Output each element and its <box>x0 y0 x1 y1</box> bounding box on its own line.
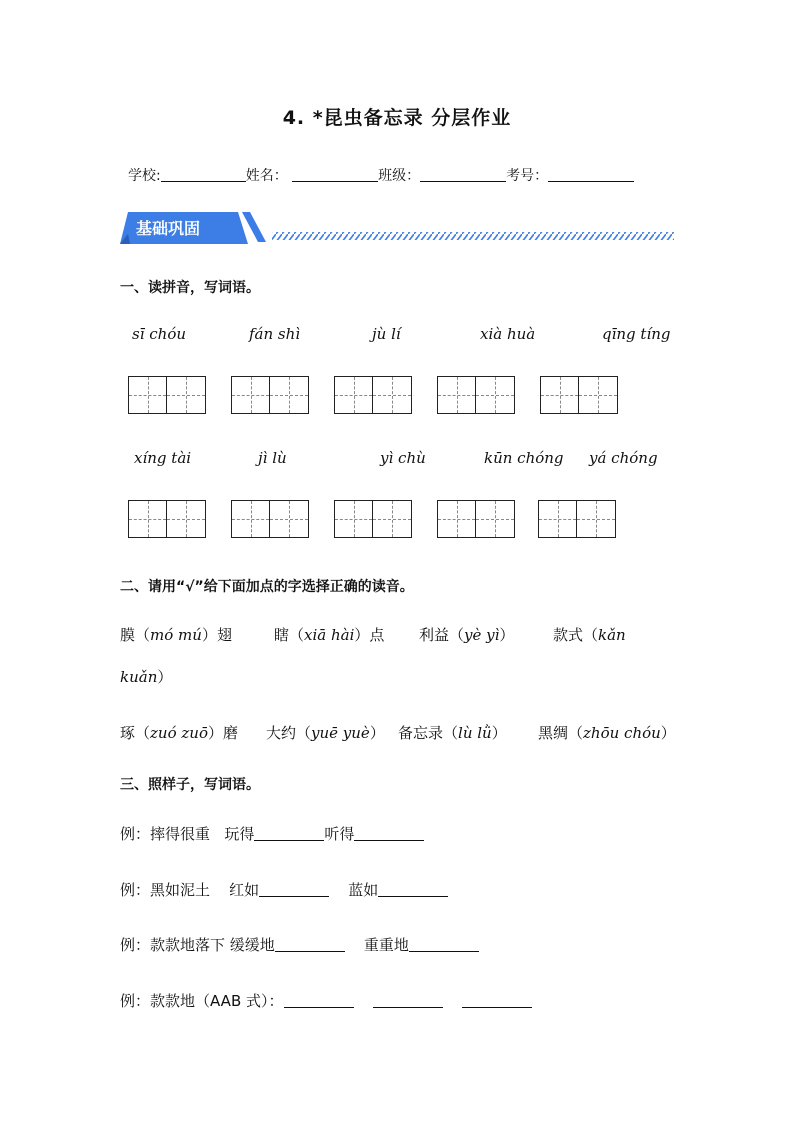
reading-item: 款式（kǎn <box>553 626 626 644</box>
answer-blank[interactable] <box>462 993 532 1008</box>
exam-no-label: 考号： <box>506 168 549 184</box>
writing-box[interactable] <box>540 376 618 414</box>
writing-box[interactable] <box>231 376 309 414</box>
answer-blank[interactable] <box>373 993 443 1008</box>
pinyin: yá chóng <box>589 449 658 467</box>
info-line <box>128 165 634 185</box>
exam-no-field[interactable] <box>548 167 634 182</box>
name-label: 姓名： <box>245 168 288 184</box>
reading-item-continued: kuǎn） <box>120 668 173 686</box>
answer-blank[interactable] <box>275 937 345 952</box>
example-row: 例：摔得很重 玩得 听得 <box>120 823 424 844</box>
reading-item: 瞎（xiā hài）点 <box>274 626 385 644</box>
writing-box[interactable] <box>334 376 412 414</box>
pinyin: xià huà <box>480 325 536 343</box>
example-row: 例：款款地落下 缓缓地 重重地 <box>120 934 479 955</box>
writing-box[interactable] <box>538 500 616 538</box>
pinyin: fán shì <box>249 325 301 343</box>
section-banner <box>120 210 680 246</box>
pinyin: kūn chóng <box>484 449 564 467</box>
answer-blank[interactable] <box>354 826 424 841</box>
writing-box[interactable] <box>128 376 206 414</box>
section2-heading: 二、请用“√”给下面加点的字选择正确的读音。 <box>120 579 414 595</box>
reading-item: 备忘录（lù lǜ） <box>398 724 507 742</box>
section3-heading: 三、照样子，写词语。 <box>120 777 260 793</box>
pinyin: sī chóu <box>132 325 187 343</box>
example-row: 例：黑如泥土 红如 蓝如 <box>120 879 448 900</box>
pinyin: jì lù <box>258 449 287 467</box>
answer-blank[interactable] <box>284 993 354 1008</box>
school-label: 学校: <box>128 168 161 184</box>
answer-blank[interactable] <box>259 882 329 897</box>
reading-item: 琢（zuó zuō）磨 <box>120 724 238 742</box>
section1-heading: 一、读拼音，写词语。 <box>120 280 260 296</box>
answer-blank[interactable] <box>254 826 324 841</box>
answer-blank[interactable] <box>378 882 448 897</box>
writing-box[interactable] <box>128 500 206 538</box>
banner-label: 基础巩固 <box>136 219 201 238</box>
pinyin: qīng tíng <box>602 325 671 343</box>
reading-item: 黑绸（zhōu chóu） <box>538 724 676 742</box>
pinyin: jù lí <box>372 325 401 343</box>
reading-item: 利益（yè yì） <box>419 626 515 644</box>
writing-box[interactable] <box>437 500 515 538</box>
example-row: 例：款款地（AAB 式）： <box>120 990 532 1011</box>
school-field[interactable] <box>161 167 246 182</box>
writing-box[interactable] <box>437 376 515 414</box>
pinyin: yì chù <box>380 449 426 467</box>
reading-item: 膜（mó mú）翅 <box>120 626 232 644</box>
class-field[interactable] <box>420 167 506 182</box>
answer-blank[interactable] <box>409 937 479 952</box>
pinyin: xíng tài <box>134 449 192 467</box>
page-title: 4. *昆虫备忘录 分层作业 <box>282 107 512 129</box>
class-label: 班级： <box>378 168 421 184</box>
name-field[interactable] <box>292 167 378 182</box>
writing-box[interactable] <box>334 500 412 538</box>
reading-item: 大约（yuē yuè） <box>266 724 385 742</box>
writing-box[interactable] <box>231 500 309 538</box>
